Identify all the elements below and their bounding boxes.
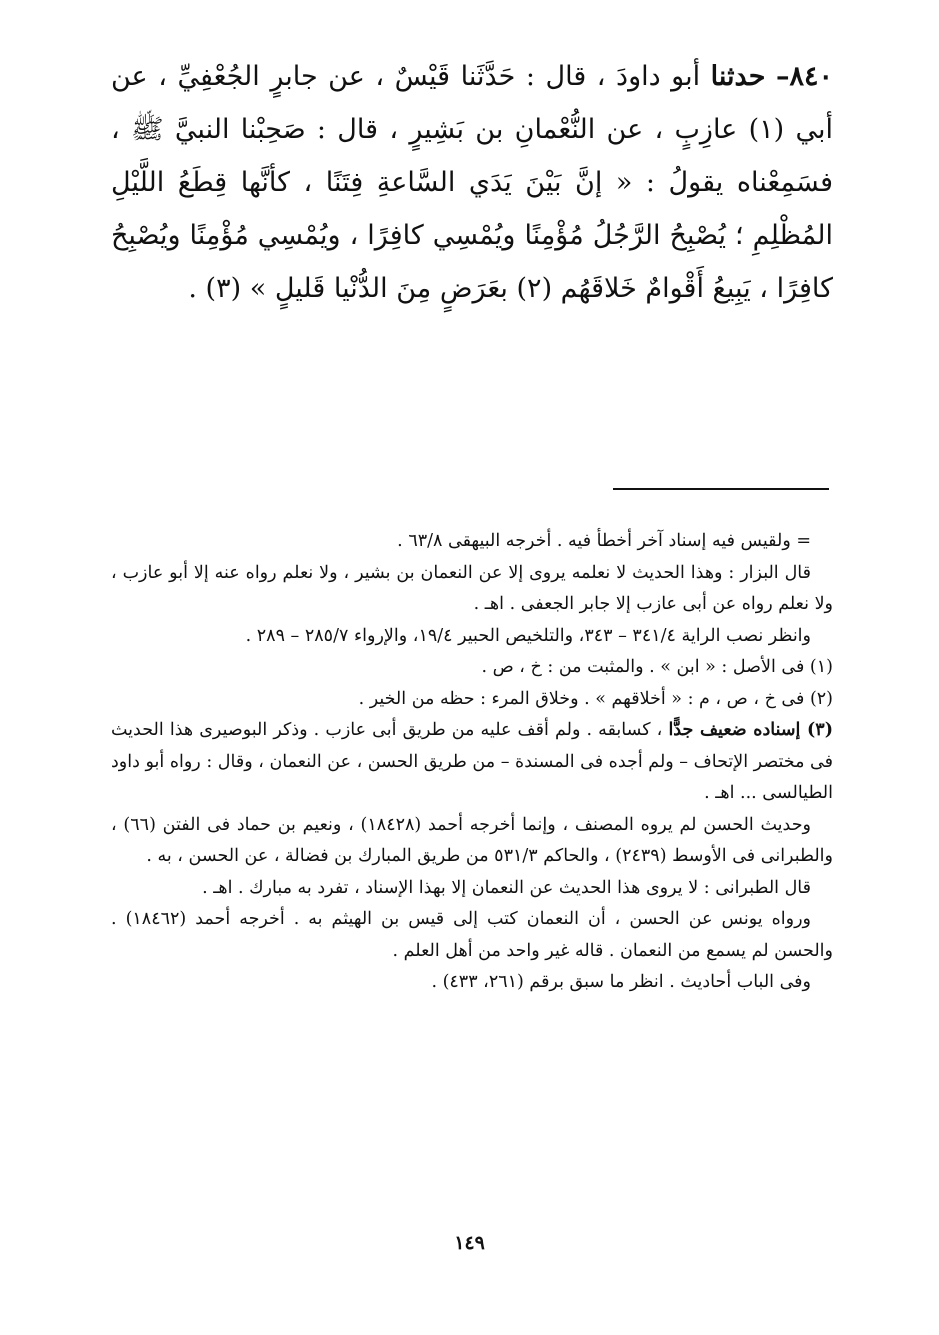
footnote-3-grading: (٣) إسناده ضعيف جدًّا — [668, 720, 833, 740]
hadith-opening: حدثنا — [710, 61, 766, 92]
footnote-3-text: ، كسابقه . ولم أقف عليه من طريق أبى عازب . وذكر البوصيرى هذا الحديث فى مختصر الإتحاف – ولم أجده فى المسندة – من طريق الحسن ، عن النعمان ، وقال : رواه أبو داود الطيالسى ... اهـ . — [111, 720, 833, 803]
footnote-divider — [613, 488, 829, 490]
hadith-line-4: مُؤْمِنًا ويُمْسِي كافِرًا ، ويُمْسِي مُؤْمِنًا ويُصْبِحُ كافِرًا ، يَبِيعُ أَقْوامٌ خَلاقَهُم (٢) — [111, 220, 833, 304]
page-number: ١٤٩ — [454, 1232, 485, 1254]
hadith-line-2: أبي (١) عازِبٍ ، عن النُّعْمانِ بن بَشِيرٍ ، قال : صَحِبْنا النبيَّ ﷺ ، فسَمِعْناه — [111, 114, 833, 198]
footnote-bab: وفى الباب أحاديث . انظر ما سبق برقم (٢٦١، ٤٣٣) . — [431, 972, 811, 992]
hadith-text — [111, 50, 833, 315]
footnote-2: (٢) فى خ ، ص ، م : « أخلاقهم » . وخلاق المرء : حظه من الخير . — [358, 688, 833, 709]
hadith-line-3: يقولُ : « إنَّ بَيْنَ يَدَي السَّاعةِ فِتَنًا ، كأنَّها قِطَعُ اللَّيْلِ المُظْلِمِ ؛ يُصْبِحُ الرَّجُلُ — [111, 167, 833, 251]
footnote-continuation: = ولقيس فيه إسناد آخر أخطأ فيه . أخرجه البيهقى ٦٣/٨ . — [397, 531, 811, 551]
footnote-3 — [111, 715, 833, 810]
footnotes — [111, 526, 833, 999]
footnote-bazzar: قال البزار : وهذا الحديث لا نعلمه يروى إلا عن النعمان بن بشير ، ولا نعلم رواه عنه إلا أبو عازب ، ولا نعلم رواه عن أبى عازب إلا جابر الجعفى . اهـ . — [111, 562, 833, 614]
hadith-line-1: أبو داودَ ، قال : حَدَّثَنا قَيْسٌ ، عن جابرٍ الجُعْفِيِّ ، عن — [111, 61, 701, 92]
footnote-1: (١) فى الأصل : « ابن » . والمثبت من : خ ، ص . — [481, 657, 833, 677]
hadith-number: ٨٤٠– — [775, 61, 833, 92]
footnote-tabarani: قال الطبرانى : لا يروى هذا الحديث عن النعمان إلا بهذا الإسناد ، تفرد به مبارك . اهـ . — [202, 877, 811, 898]
hadith-line-5: بعَرَضٍ مِنَ الدُّنْيا قَليلٍ » (٣) . — [188, 273, 508, 304]
footnote-hasan: وحديث الحسن لم يروه المصنف ، وإنما أخرجه أحمد (١٨٤٢٨) ، ونعيم بن حماد فى الفتن (٦٦) ، والطبرانى فى الأوسط (٢٤٣٩) ، والحاكم ٥٣١/٣ من طريق المبارك بن فضالة ، عن الحسن ، به . — [111, 814, 833, 866]
footnote-references: وانظر نصب الراية ٣٤١/٤ – ٣٤٣، والتلخيص الحبير ١٩/٤، والإرواء ٢٨٥/٧ – ٢٨٩ . — [245, 625, 811, 646]
footnote-yunus: ورواه يونس عن الحسن ، أن النعمان كتب إلى قيس بن الهيثم به . أخرجه أحمد (١٨٤٦٢) . والحسن لم يسمع من النعمان . قاله غير واحد من أهل العلم . — [111, 909, 833, 961]
